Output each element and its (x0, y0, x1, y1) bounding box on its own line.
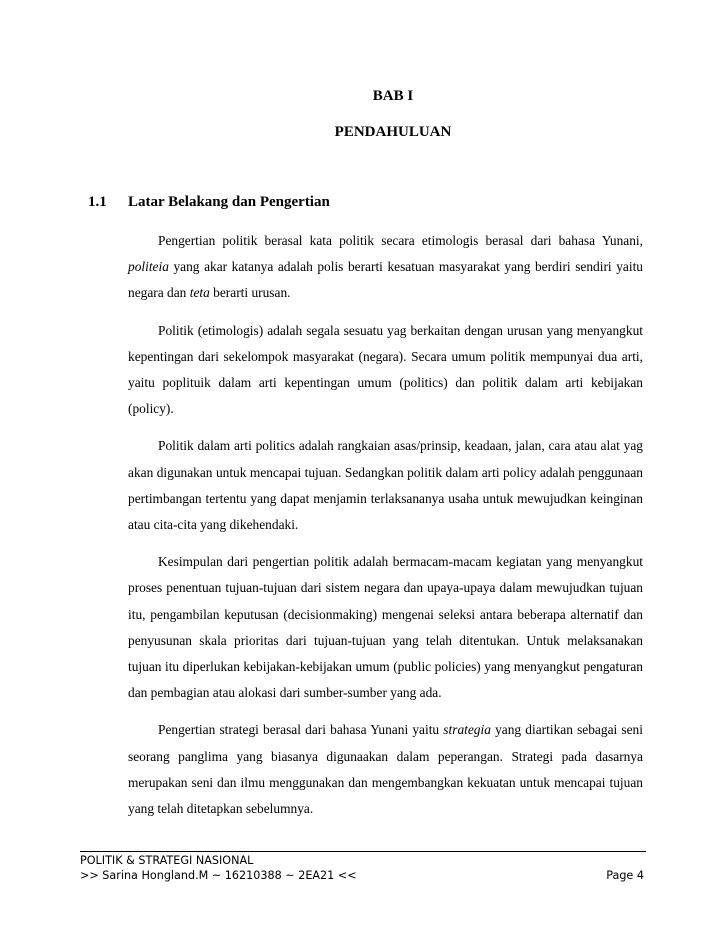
body-paragraph (128, 433, 643, 538)
footer-author-line (80, 869, 646, 882)
body-paragraph (128, 549, 643, 706)
section-number: 1.1 (88, 194, 107, 210)
paragraph-text: Pengertian politik berasal kata politik secara etimologis berasal dari bahasa Yunani, (158, 233, 643, 248)
body-paragraph (128, 717, 643, 822)
paragraph-text: yang akar katanya adalah polis berarti kesatuan masyarakat yang berdiri sendiri yaitu negara dan (128, 259, 643, 301)
body-paragraph (128, 318, 643, 423)
section-heading (88, 194, 330, 211)
body-paragraph (128, 228, 643, 307)
italic-term: teta (189, 285, 210, 301)
body-text (128, 228, 643, 833)
paragraph-text: yang diartikan sebagai seni seorang panglima yang biasanya digunaakan dalam peperangan. Strategi pada dasarnya merupakan seni dan ilmu menggunakan dan mengembangkan kekuatan untuk mencapai tujuan yang telah ditetapkan sebelumnya. (128, 722, 643, 817)
paragraph-text: Politik (etimologis) adalah segala sesuatu yag berkaitan dengan urusan yang menyangkut kepentingan dari sekelompok masyarakat (negara). Secara umum politik mempunyai dua arti, yaitu poplituik dalam arti kepentingan umum (politics) dan politik dalam arti kebijakan (policy). (128, 322, 643, 417)
section-title: Latar Belakang dan Pengertian (128, 194, 330, 210)
page-number: Page 4 (606, 869, 644, 882)
chapter-label: BAB I (372, 88, 414, 104)
footer-title: POLITIK & STRATEGI NASIONAL (80, 854, 254, 867)
italic-term: politeia (128, 259, 169, 275)
chapter-title: PENDAHULUAN (334, 124, 452, 140)
paragraph-text: Pengertian strategi berasal dari bahasa Yunani yaitu (158, 722, 444, 738)
paragraph-text: berarti urusan. (209, 285, 291, 301)
italic-term: strategia (443, 722, 491, 738)
paragraph-text: Politik dalam arti politics adalah rangkaian asas/prinsip, keadaan, jalan, cara atau alat yag akan digunakan untuk mencapai tujuan. Sedangkan politik dalam arti policy adalah penggunaan pertimbangan tertentu yang dapat menjamin terlaksananya usaha untuk mewujudkan keinginan atau cita-cita yang dikehendaki. (128, 438, 643, 533)
footer-author: >> Sarina Hongland.M ~ 16210388 ~ 2EA21 << (80, 869, 357, 882)
footer-divider (80, 851, 646, 852)
paragraph-text: Kesimpulan dari pengertian politik adalah bermacam-macam kegiatan yang menyangkut proses penentuan tujuan-tujuan dari sistem negara dan upaya-upaya dalam mewujudkan tujuan itu, pengambilan keputusan (decisionmaking) mengenai seleksi antara beberapa alternatif dan penyusunan skala prioritas dari tujuan-tujuan yang telah ditentukan. Untuk melaksanakan tujuan itu diperlukan kebijakan-kebijakan umum (public policies) yang menyangkut pengaturan dan pembagian atau alokasi dari sumber-sumber yang ada. (128, 554, 643, 701)
